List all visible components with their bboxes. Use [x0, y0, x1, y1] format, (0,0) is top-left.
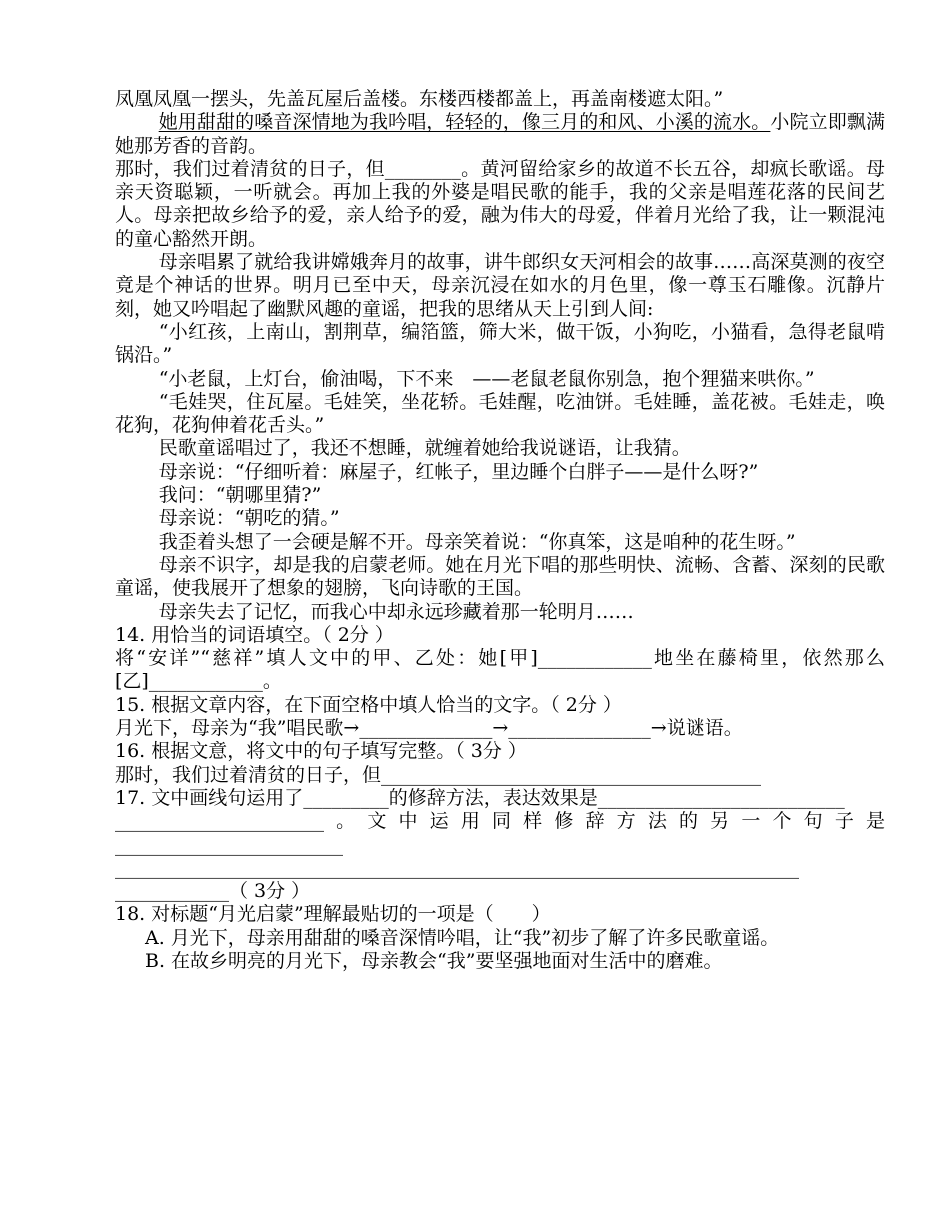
answer-blank-17-6[interactable]: ____________: [115, 880, 229, 903]
rhyme-3: “毛娃哭，住瓦屋。毛娃笑，坐花轿。毛娃醒，吃油饼。毛娃睡，盖花被。毛娃走，唤花狗，花狗伸着花舌头。”: [115, 390, 885, 437]
passage-paragraph-9: 我歪着头想了一会硬是解不开。母亲笑着说：“你真笨，这是咱种的花生呀。”: [158, 530, 796, 553]
passage-paragraph-10: 母亲不识字，却是我的启蒙老师。她在月光下唱的那些明快、流畅、含蓄、深刻的民歌童谣，使我展开了想象的翅膀，飞向诗歌的王国。: [115, 553, 885, 600]
answer-blank-17-1[interactable]: _________: [303, 786, 389, 809]
question-15-text-b: →说谜语。: [650, 717, 743, 740]
answer-blank-17-4[interactable]: ________________________: [115, 833, 343, 856]
paragraph-3-rest: 。黄河留给家乡的故道不长五谷，却疯长歌谣。母亲天资聪颖，一听就会。再加上我的外婆是唱民歌的能手，我的父亲是唱莲花落的民间艺人。母亲把故乡给予的爱，亲人给予的爱，融为伟大的母爱，伴着月光给了我，让一颗混沌的童心豁然开朗。: [115, 157, 885, 250]
question-16-body: [115, 764, 885, 787]
question-14-body: [115, 647, 885, 694]
rhyme-2: “小老鼠，上灯台，偷油喝，下不来 ——老鼠老鼠你别急，抱个狸猫来哄你。”: [158, 367, 815, 390]
question-14-stem: 14. 用恰当的词语填空。（ 2分 ）: [115, 623, 394, 646]
answer-blank-16[interactable]: ________________________________________: [381, 763, 762, 786]
passage-paragraph-2: [115, 111, 885, 158]
question-15-stem: 15. 根据文章内容，在下面空格中填人恰当的文字。（ 2分 ）: [115, 693, 622, 716]
question-15-text-a: 月光下，母亲为“我”唱民歌→: [115, 717, 360, 740]
passage-paragraph-4: 母亲唱累了就给我讲嫦娥奔月的故事，讲牛郎织女天河相会的故事……高深莫测的夜空竟是个神话的世界。明月已至中天，母亲沉浸在如水的月色里，像一尊玉石雕像。沉静片刻，她又吟唱起了幽默风趣的童谣，把我的思绪从天上引到人间:: [115, 251, 885, 320]
question-16-text: 那时，我们过着清贫的日子，但: [115, 763, 382, 786]
question-17-points: （ 3分 ）: [229, 880, 311, 903]
question-17-text-a: 17. 文中画线句运用了: [115, 786, 304, 809]
question-17-text-c: 。文中运用同样修辞方法的另一个句子是: [324, 810, 885, 833]
answer-blank-15-2[interactable]: _______________: [508, 717, 651, 740]
paragraph-3-start: 那时，我们过着清贫的日子，但: [115, 157, 385, 180]
passage-paragraph-7: 我问：“朝哪里猜?”: [158, 484, 322, 507]
question-18-stem: 18. 对标题“月光启蒙”理解最贴切的一项是（ ）: [115, 903, 551, 926]
passage-line-1: 凤凰凤凰一摆头，先盖瓦屋后盖楼。东楼西楼都盖上，再盖南楼遮太阳。”: [115, 88, 724, 110]
option-a[interactable]: A. 月光下，母亲用甜甜的嗓音深情吟唱，让“我”初步了解了许多民歌童谣。: [145, 926, 780, 949]
document-page: [115, 88, 885, 973]
passage-paragraph-3: [115, 158, 885, 251]
question-14-text-a: 将“安详”“慈祥”填人文中的甲、乙处：她[甲]: [115, 647, 538, 670]
passage-paragraph-11: 母亲失去了记忆，而我心中却永远珍藏着那一轮明月……: [158, 600, 634, 623]
passage-paragraph-8: 母亲说：“朝吃的猜。”: [158, 507, 340, 530]
question-17-text-b: 的修辞方法，表达效果是: [388, 786, 598, 809]
paragraph-2-rest: 小院立即飘满她那芳香的音韵。: [115, 111, 885, 157]
question-16-stem: 16. 根据文意，将文中的句子填写完整。（ 3分 ）: [115, 740, 527, 763]
question-14-text-b: 地坐在藤椅里，依然那么[乙]: [115, 647, 885, 693]
question-14-end: 。: [262, 670, 282, 693]
rhyme-1: “小红孩，上南山，割荆草，编箔篮，筛大米，做干饭，小狗吃，小猫看，急得老鼠啃锅沿。”: [115, 320, 885, 367]
answer-blank-jia[interactable]: ____________: [537, 647, 652, 670]
arrow: →: [492, 717, 509, 740]
passage-paragraph-5: 民歌童谣唱过了，我还不想睡，就缠着她给我说谜语，让我猜。: [158, 437, 691, 460]
answer-blank-17-5[interactable]: ________________________________________________________________________: [115, 856, 799, 879]
passage-paragraph-6: 母亲说：“仔细听着：麻屋子，红帐子，里边睡个白胖子——是什么呀?”: [158, 460, 759, 483]
fill-blank[interactable]: ________: [384, 157, 461, 180]
question-17: [115, 787, 885, 903]
underlined-sentence: 她用甜甜的嗓音深情地为我吟唱，轻轻的，像三月的和风、小溪的流水。: [158, 111, 771, 134]
answer-blank-17-3[interactable]: ______________________: [115, 810, 324, 833]
question-15-body: [115, 717, 885, 740]
option-b[interactable]: B. 在故乡明亮的月光下，母亲教会“我”要坚强地面对生活中的磨难。: [145, 949, 723, 972]
answer-blank-15-1[interactable]: ______________: [359, 717, 493, 740]
answer-blank-yi[interactable]: ____________: [148, 670, 263, 693]
answer-blank-17-2[interactable]: __________________________: [597, 786, 845, 809]
